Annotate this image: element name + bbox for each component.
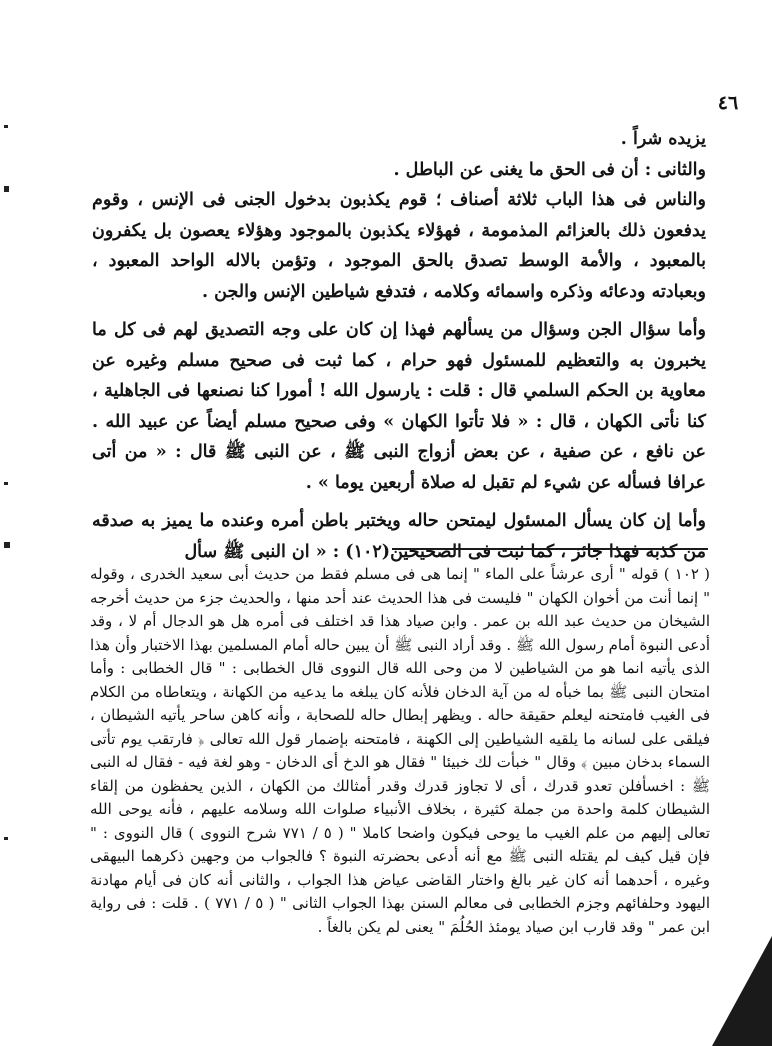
footnote-102: ( ١٠٢ ) قوله " أرى عرشاً على الماء " إنما هى فى مسلم فقط من حديث أبى سعيد الخدرى ، وقوله " إنما أنت من أخوان الكهان " فليست فى هذا الحديث عند أحد منها ، والحديث جزء من حديث أخرجه الشيخان من حديث عبد الله بن عمر . وابن صياد هذا قد اختلف فى أمره هل هو الدجال أم لا ، وقد أدعى النبوة أمام رسول الله ﷺ . وقد أراد النبى ﷺ أن يبين حاله أمام المسلمين بهذا الاختبار وأن هذا الذى يأتيه انما هو من الشياطين لا من وحى الله قال النووى قال الخطابى : " قال الخطابى : وأما امتحان النبى ﷺ بما خبأه له من آية الدخان فلأنه كان يبلغه ما يدعيه من الكهانة ، ويتعاطاه من الكلام فى الغيب فامتحنه ليعلم حقيقة حاله . ويظهر إبطال حاله للصحابة ، وأنه كاهن ساحر يأتيه الشيطان ، فيلقى على لسانه ما يلقيه الشياطين إلى الكهنة ، فامتحنه بإضمار قول الله تعالى ﴿ فارتقب يوم تأتى السماء بدخان مبين ﴾ وقال " خبأت لك خبيئا " فقال هو الدخ أى الدخان - وهو لغة فيه - فقال له النبى ﷺ : اخسأفلن تعدو قدرك ، أى لا تجاوز قدرك وقدر أمثالك من الكهان ، الذين يحفظون من إلقاء الشيطان كلمة واحدة من جملة كثيرة ، بخلاف الأنبياء صلوات الله وسلامه عليهم ، فأنه يوحى الله تعالى إليهم من علم الغيب ما يوحى فيكون واضحا كاملا " ( ٥ / ٧٧١ شرح النووى ) قال النووى : " فإن قيل كيف لم يقتله النبى ﷺ مع أنه أدعى بحضرته النبوة ؟ فالجواب من وجهين ذكرهما البيهقى وغيره ، أحدهما أنه كان غير بالغ واختار القاضى عياض هذا الجواب ، والثانى أنه كان فى أيام مهادنة اليهود وحلفائهم وجزم الخطابى فى معالم السنن بهذا الجواب الثانى " ( ٥ / ٧٧١ ) . قلت : فى رواية ابن عمر " وقد قارب ابن صياد يومئذ الحُلُمَ " يعنى لم يكن بالغاً . [90,565,711,936]
scan-artifact [4,837,8,840]
scan-corner-shadow [712,936,772,1046]
scan-artifact [4,186,9,192]
main-paragraph-3: والناس فى هذا الباب ثلاثة أصناف ؛ قوم يكذبون بدخول الجنى فى الإنس ، وقوم يدفعون ذلك بالعزائم المذمومة ، فهؤلاء يكذبون بالموجود وهؤلاء يعصون بل يكفرون بالمعبود ، والأمة الوسط تصدق بالحق الموجود ، وتؤمن بالاله الواحد المعبود ، وبعبادته ودعائه وذكره واسمائه وكلامه ، فتدفع شياطين الإنس والجن . [92,190,706,302]
scan-artifact [4,125,8,128]
scan-artifact [4,542,10,548]
page-number: ٤٦ [717,92,739,114]
footnotes [90,563,710,939]
scan-artifact [4,482,8,485]
main-paragraph-4: وأما سؤال الجن وسؤال من يسألهم فهذا إن كان على وجه التصديق لهم فى كل ما يخبرون به والتعظيم للمسئول فهو حرام ، كما ثبت فى صحيح مسلم وغيره عن معاوية بن الحكم السلمي قال : قلت : يارسول الله ! أمورا كنا نصنعها فى الجاهلية ، كنا نأتى الكهان ، قال : « فلا تأتوا الكهان » وفى صحيح مسلم أيضاً عن عبيد الله . عن نافع ، عن صفية ، عن بعض أزواج النبى ﷺ ، عن النبى ﷺ قال : « من أتى عرافا فسأله عن شيء لم تقبل له صلاة أربعين يوما » . [92,320,706,493]
footnote-separator [392,548,708,550]
main-paragraph-5: وأما إن كان يسأل المسئول ليمتحن حاله ويختبر باطن أمره وعنده ما يميز به صدقه من كذبه فهذا جائز ، كما ثبت فى الصحيحين(١٠٢) : « ان النبى ﷺ سأل [92,511,706,562]
main-paragraph-1: يزيده شراً . [620,129,706,149]
main-paragraph-2: والثانى : أن فى الحق ما يغنى عن الباطل . [393,159,706,180]
main-text-body [92,124,706,567]
